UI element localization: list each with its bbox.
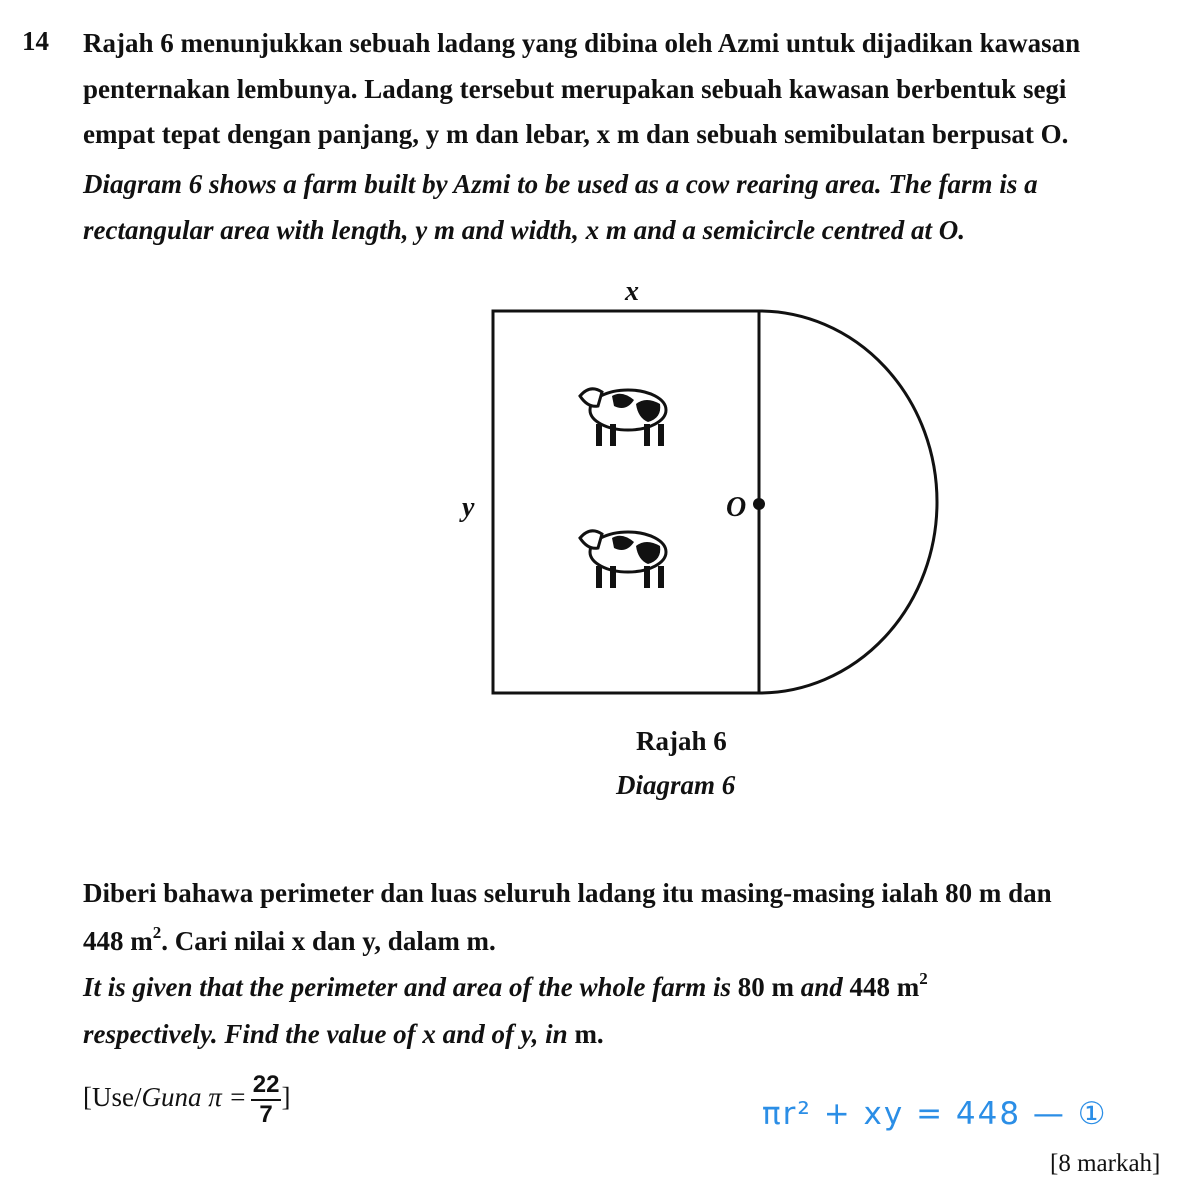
cow-icon [580,531,666,588]
given-en-area-exp: 2 [919,969,928,988]
marks-label: [8 markah] [1050,1150,1161,1177]
semicircle-field [759,311,937,693]
given-en-line2-text: respectively. Find the value of x and of y, in [83,1019,575,1049]
given-ms-area: 448 m [83,926,153,956]
question-text-malay [83,21,1183,158]
question-en-line-1: Diagram 6 shows a farm built by Azmi to be used as a cow rearing area. The farm is a [83,169,1038,199]
given-en-line-1 [83,969,928,1003]
given-ms-rest: . Cari nilai x dan y, dalam m. [161,926,496,956]
question-en-line-2: rectangular area with length, y m and width, x m and a semicircle centred at O. [83,214,966,245]
label-o: O [726,492,747,523]
rectangle-field [493,311,759,693]
use-pi-guna: Guna [141,1082,202,1113]
pi-numerator: 22 [251,1071,282,1101]
question-ms-line-3: empat tepat dengan panjang, y m dan lebar, x m dan sebuah semibulatan berpusat O. [83,119,1069,149]
cow-icon [580,389,666,446]
label-x: x [625,276,639,307]
question-text-english [83,162,1183,253]
caption-english: Diagram 6 [616,770,736,800]
pi-fraction [251,1071,282,1129]
handwritten-equation: πr² + xy = 448 — ① [762,1096,1108,1132]
given-en-area: 448 m [849,972,920,1002]
caption-malay: Rajah 6 [636,726,727,756]
given-ms-line-2 [83,923,496,957]
use-pi-close: ] [281,1082,291,1113]
center-point-o [753,498,765,510]
given-en-unit: m. [574,1019,604,1049]
given-ms-line-1: Diberi bahawa perimeter dan luas seluruh ladang itu masing-masing ialah 80 m dan [83,878,1052,908]
label-y: y [462,492,475,523]
question-number: 14 [22,26,49,56]
use-pi-pi: π = [201,1082,247,1113]
given-en-perimeter: 80 m [737,972,795,1002]
pi-denominator: 7 [259,1101,273,1128]
use-pi-open: [Use/ [83,1082,142,1113]
use-pi-note [83,1071,290,1129]
question-ms-line-1: Rajah 6 menunjukkan sebuah ladang yang dibina oleh Azmi untuk dijadikan kawasan [83,28,1081,58]
given-ms-area-exp: 2 [152,923,162,942]
given-en-intro: It is given that the perimeter and area of the whole farm is [83,972,738,1002]
given-en-line-2 [83,1019,604,1050]
question-ms-line-2: penternakan lembunya. Ladang tersebut merupakan sebuah kawasan berbentuk segi [83,73,1067,104]
given-en-and: and [794,972,850,1002]
